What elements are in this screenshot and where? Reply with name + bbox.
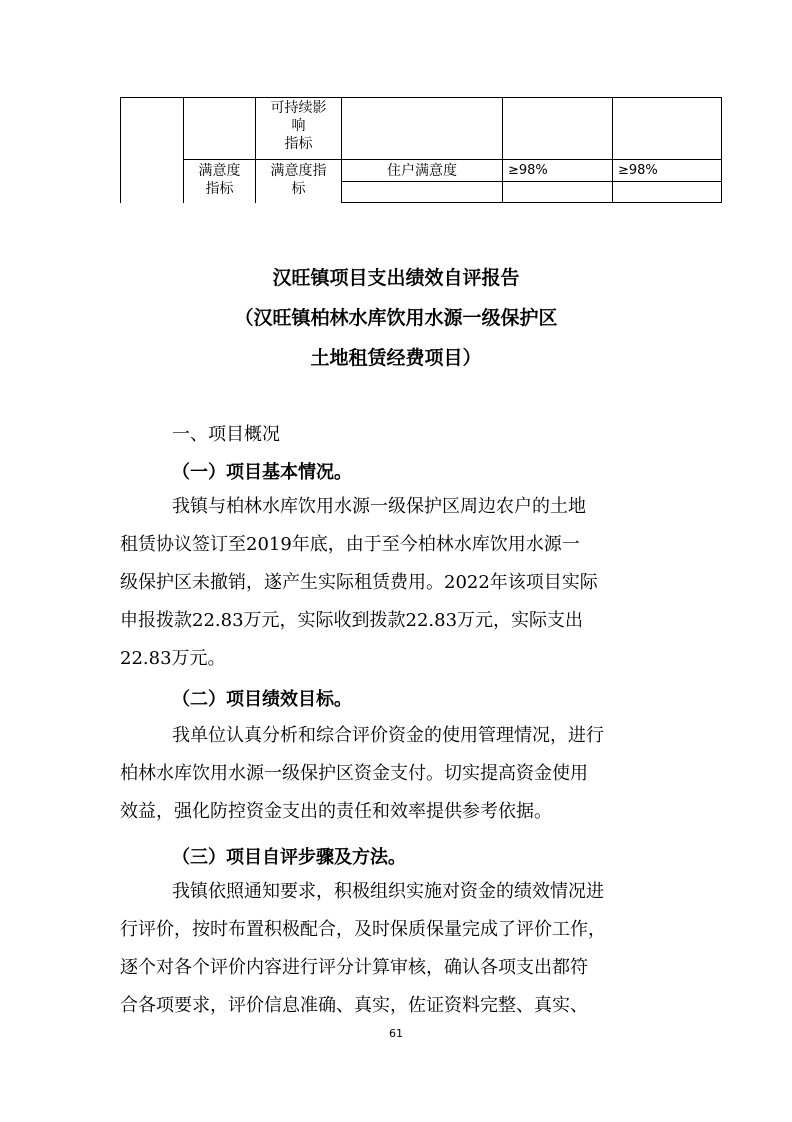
table-line bbox=[183, 159, 722, 160]
section-heading: 一、项目概况 bbox=[172, 424, 280, 445]
paragraph-performance-goal bbox=[120, 717, 672, 831]
paragraph-basic-info bbox=[120, 488, 672, 678]
paragraph-line: 租赁协议签订至2019年底，由于至今柏林水库饮用水源一 bbox=[120, 534, 580, 555]
indicator-table bbox=[0, 0, 792, 210]
table-line bbox=[341, 181, 722, 182]
paragraph-line: 我镇与柏林水库饮用水源一级保护区周边农户的土地 bbox=[172, 496, 586, 517]
paragraph-line: 柏林水库饮用水源一级保护区资金支付。切实提高资金使用 bbox=[120, 763, 588, 784]
table-cell-level3: 满意度指 标 bbox=[270, 163, 327, 197]
table-cell-indicator: 住户满意度 bbox=[387, 163, 457, 179]
table-line bbox=[502, 97, 503, 203]
report-title-line1: 汉旺镇项目支出绩效自评报告 bbox=[272, 267, 520, 289]
paragraph-line: 逐个对各个评价内容进行评分计算审核，确认各项支出都符 bbox=[120, 957, 588, 978]
subsection-heading-2: （二）项目绩效目标。 bbox=[172, 689, 352, 710]
paragraph-line: 行评价，按时布置积极配合，及时保质保量完成了评价工作， bbox=[120, 919, 606, 940]
paragraph-line: 申报拨款22.83万元，实际收到拨款22.83万元，实际支出 bbox=[120, 610, 584, 631]
paragraph-evaluation-method bbox=[120, 873, 672, 1025]
table-line bbox=[341, 97, 342, 203]
table-line bbox=[721, 97, 722, 203]
report-title-line3: 土地租赁经费项目） bbox=[310, 347, 482, 369]
paragraph-line: 合各项要求，评价信息准确、真实，佐证资料完整、真实、 bbox=[120, 995, 588, 1016]
table-cell-target: ≥98% bbox=[508, 163, 548, 178]
table-line bbox=[612, 97, 613, 203]
report-title-line2: （汉旺镇柏林水库饮用水源一级保护区 bbox=[234, 307, 558, 329]
table-line bbox=[341, 202, 722, 203]
table-cell-level2: 满意度 指标 bbox=[198, 163, 241, 197]
page-number: 61 bbox=[389, 1027, 403, 1040]
paragraph-line: 效益，强化防控资金支出的责任和效率提供参考依据。 bbox=[120, 801, 552, 822]
table-line bbox=[120, 97, 722, 98]
table-cell-level3: 可持续影 响 指标 bbox=[270, 100, 327, 152]
paragraph-line: 我镇依照通知要求，积极组织实施对资金的绩效情况进 bbox=[172, 881, 604, 902]
paragraph-line: 级保护区未撤销，遂产生实际租赁费用。2022年该项目实际 bbox=[120, 572, 598, 593]
paragraph-line: 我单位认真分析和综合评价资金的使用管理情况，进行 bbox=[172, 725, 604, 746]
subsection-heading-3: （三）项目自评步骤及方法。 bbox=[172, 847, 406, 868]
table-line bbox=[120, 97, 121, 203]
table-cell-actual: ≥98% bbox=[618, 163, 658, 178]
subsection-heading-1: （一）项目基本情况。 bbox=[172, 462, 352, 483]
paragraph-line: 22.83万元。 bbox=[120, 648, 226, 669]
